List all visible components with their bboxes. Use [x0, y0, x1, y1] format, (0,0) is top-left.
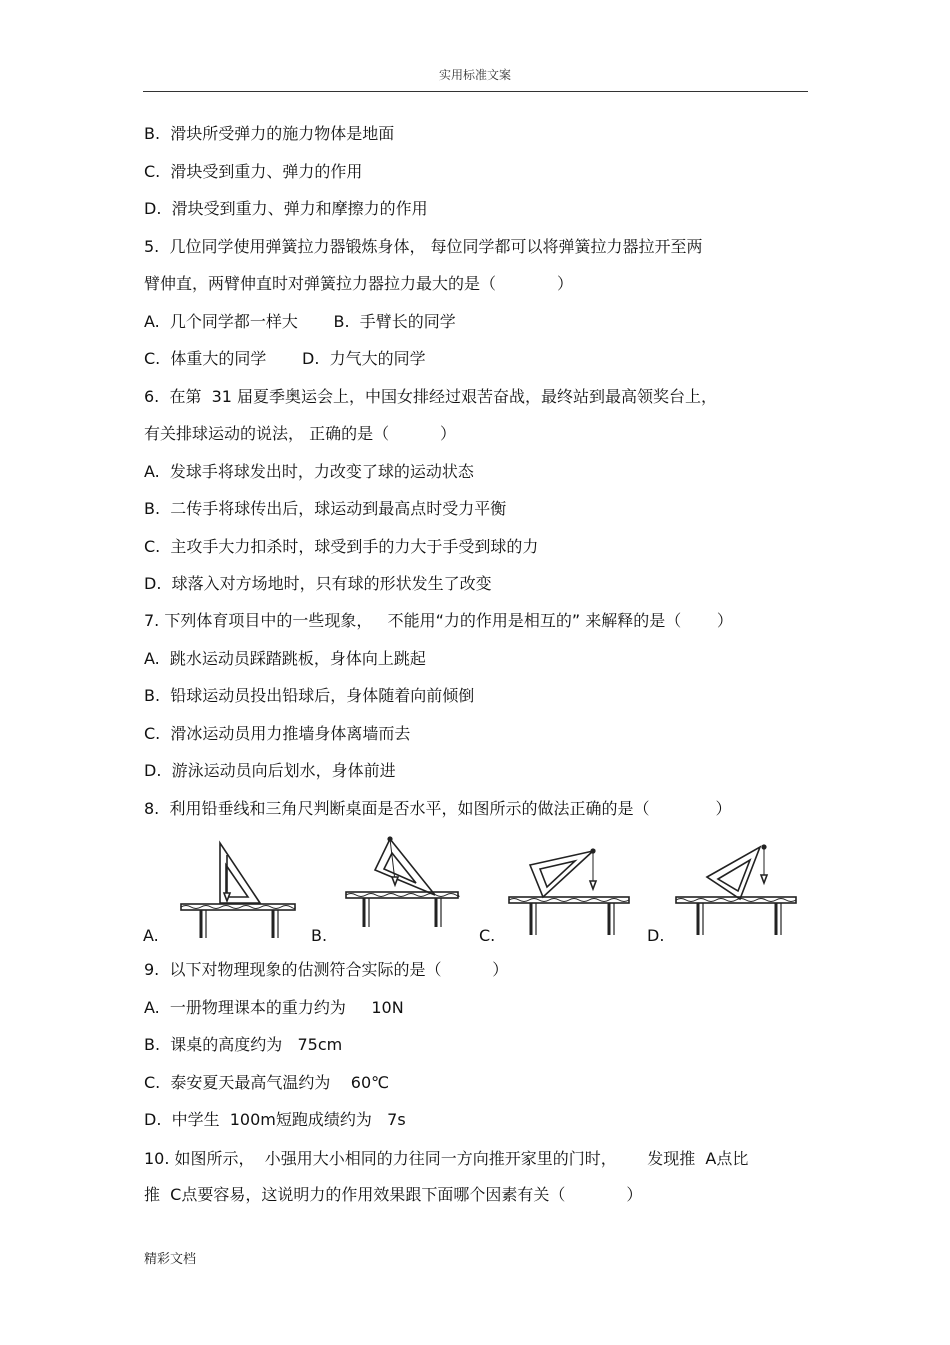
- option-6d: D. 球落入对方场地时，只有球的形状发生了改变: [144, 574, 492, 593]
- header-divider: [143, 91, 808, 92]
- question-7: 7. 下列体育项目中的一些现象， 不能用“力的作用是相互的” 来解释的是（ ）: [144, 611, 733, 630]
- question-5-line1: 5. 几位同学使用弹簧拉力器锻炼身体， 每位同学都可以将弹簧拉力器拉开至两: [144, 237, 703, 256]
- option-9d: D. 中学生 100m短跑成绩约为 7s: [144, 1110, 406, 1129]
- option-7a: A. 跳水运动员踩踏跳板，身体向上跳起: [144, 649, 426, 668]
- figure-a-level-check: [175, 835, 305, 943]
- figure-c-level-check: [505, 835, 635, 943]
- option-7b: B. 铅球运动员投出铅球后，身体随着向前倾倒: [144, 686, 475, 705]
- page-header: 实用标准文案: [438, 68, 511, 82]
- option-4d: D. 滑块受到重力、弹力和摩擦力的作用: [144, 199, 428, 218]
- options-5-cd: C. 体重大的同学 D. 力气大的同学: [144, 349, 426, 368]
- option-4b: B. 滑块所受弹力的施力物体是地面: [144, 124, 395, 143]
- question-8: 8. 利用铅垂线和三角尺判断桌面是否水平，如图所示的做法正确的是（ ）: [144, 799, 732, 818]
- options-5-ab: A. 几个同学都一样大 B. 手臂长的同学: [144, 312, 456, 331]
- option-6a: A. 发球手将球发出时，力改变了球的运动状态: [144, 462, 474, 481]
- question-6-line2: 有关排球运动的说法， 正确的是（ ）: [144, 424, 456, 443]
- figure-label-a: A.: [143, 926, 159, 945]
- option-6c: C. 主攻手大力扣杀时，球受到手的力大于手受到球的力: [144, 537, 539, 556]
- figure-b-level-check: [340, 835, 470, 943]
- question-6-line1: 6. 在第 31 届夏季奥运会上，中国女排经过艰苦奋战，最终站到最高领奖台上，: [144, 387, 718, 406]
- figure-label-c: C.: [479, 926, 496, 945]
- option-7d: D. 游泳运动员向后划水，身体前进: [144, 761, 396, 780]
- figure-label-b: B.: [311, 926, 328, 945]
- question-10-line1: 10. 如图所示， 小强用大小相同的力往同一方向推开家里的门时， 发现推 A点比: [144, 1149, 749, 1168]
- option-9a: A. 一册物理课本的重力约为 10N: [144, 998, 404, 1017]
- option-9b: B. 课桌的高度约为 75cm: [144, 1035, 343, 1054]
- question-9: 9. 以下对物理现象的估测符合实际的是（ ）: [144, 960, 509, 979]
- question-10-line2: 推 C点要容易，这说明力的作用效果跟下面哪个因素有关（ ）: [144, 1185, 643, 1204]
- option-9c: C. 泰安夏天最高气温约为 60℃: [144, 1073, 390, 1092]
- page-footer: 精彩文档: [144, 1252, 197, 1267]
- option-4c: C. 滑块受到重力、弹力的作用: [144, 162, 363, 181]
- option-6b: B. 二传手将球传出后，球运动到最高点时受力平衡: [144, 499, 507, 518]
- option-7c: C. 滑冰运动员用力推墙身体离墙而去: [144, 724, 411, 743]
- figure-d-level-check: [672, 835, 802, 943]
- figure-label-d: D.: [647, 926, 665, 945]
- question-5-line2: 臂伸直，两臂伸直时对弹簧拉力器拉力最大的是（ ）: [144, 274, 574, 293]
